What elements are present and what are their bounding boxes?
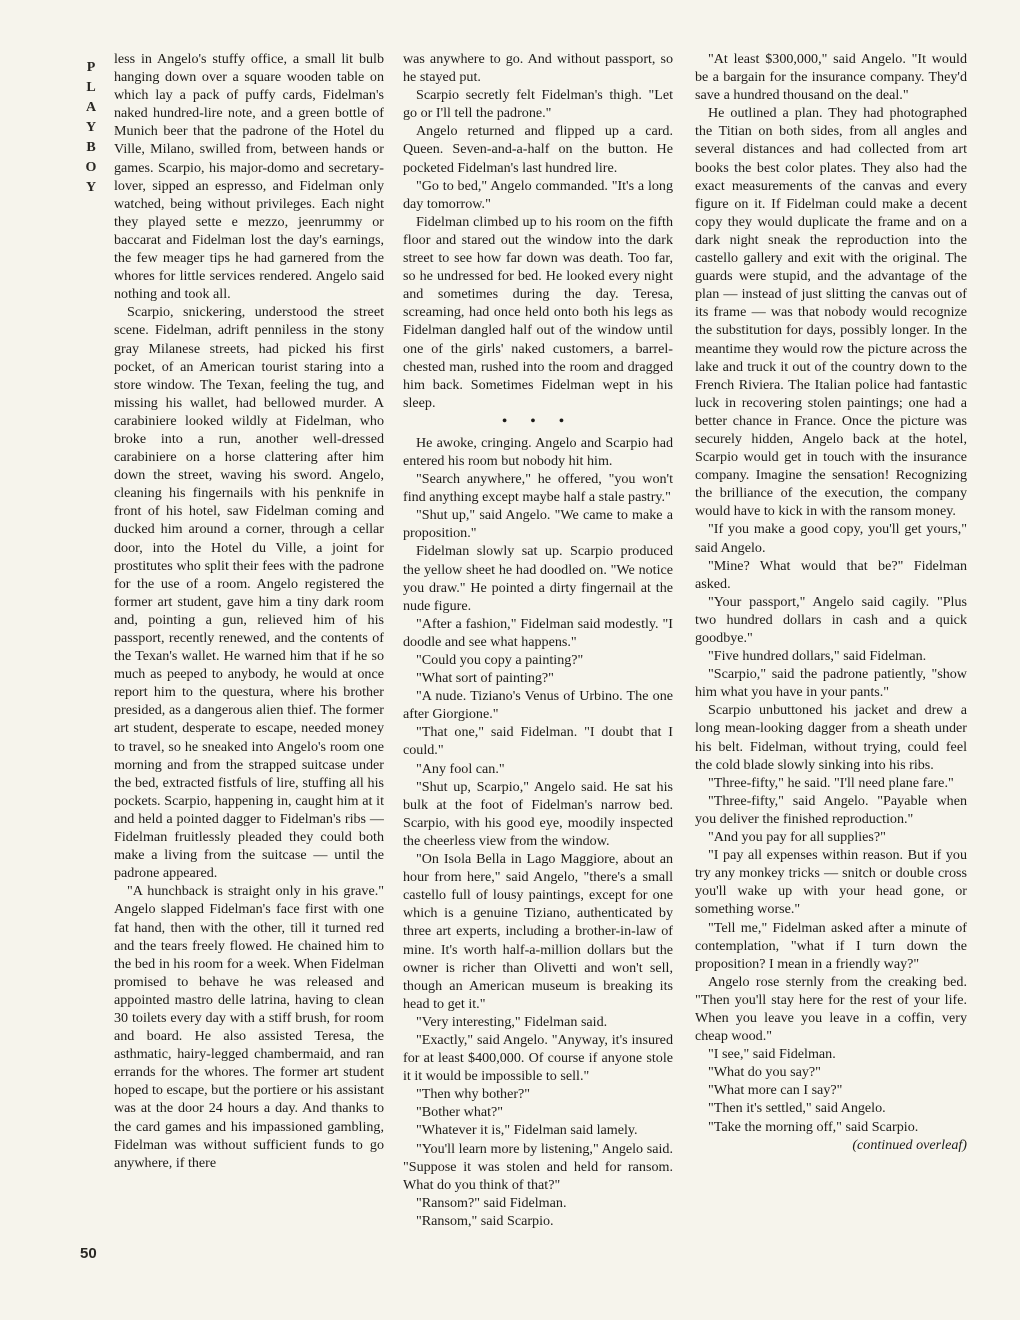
paragraph: "At least $300,000," said Angelo. "It would be a bargain for the insurance company. They'd save a hundred thousand on the deal." [695,51,967,104]
paragraph: "Very interesting," Fidelman said. [416,1013,608,1030]
paragraph: "Mine? What would that be?" Fidelman asked. [695,557,967,592]
paragraph: was anywhere to go. And without passport, so he stayed put. [403,51,673,86]
paragraph: "Tell me," Fidelman asked after a minute of contemplation, "what if I turn down the proposition? I mean in a friendly way?" [695,919,967,972]
paragraph: He awoke, cringing. Angelo and Scarpio had entered his room but nobody hit him. [403,434,673,469]
paragraph: Fidelman climbed up to his room on the fifth floor and stared out the window into the dark street to see how far down was death. Too far, so he undressed for bed. He looked every night and sometimes during the day. Teresa, screaming, had once held onto both his legs as Fidelman dangled half out of the window until one of the girls' naked customers, a barrel-chested man, rushed into the room and dragged him back. Sometimes Fidelman wept in his sleep. [403,213,673,411]
paragraph: "Search anywhere," he offered, "you won't find anything except maybe half a stale pastry." [403,471,673,506]
paragraph: "What do you say?" [708,1064,821,1081]
paragraph: "That one," said Fidelman. "I doubt that I could." [403,724,673,759]
paragraph: Scarpio unbuttoned his jacket and drew a long mean-looking dagger from a sheath under his belt. Fidelman, without trying, could feel the cold blade slowly sinking into his ribs. [695,702,967,773]
paragraph: Angelo returned and flipped up a card. Queen. Seven-and-a-half on the button. He pocketed Fidelman's last hundred lire. [403,123,673,176]
paragraph: "Then it's settled," said Angelo. [708,1100,886,1117]
paragraph: "Go to bed," Angelo commanded. "It's a long day tomorrow." [403,177,673,212]
paragraph: "Ransom," said Scarpio. [416,1212,554,1229]
paragraph: Angelo rose sternly from the creaking bed. "Then you'll stay here for the rest of your life. When you leave you leave in a coffin, very cheap wood." [695,973,967,1045]
paragraph: "If you make a good copy, you'll get yours," said Angelo. [695,521,967,556]
paragraph: Scarpio, snickering, understood the street scene. Fidelman, adrift penniless in the stony gray Milanese streets, had picked his first pocket, of an American tourist staring into a store window. The Texan, feeling the tug, and missing his wallet, had bellowed murder. A carabiniere looked wildly at Fidelman, who broke into a run, another well-dressed carabiniere on a horse clattering after him down the street, waving his sword. Angelo, cleaning his fingernails with his penknife in front of his hotel, saw Fidelman coming and ducked him around a corner, through a cellar door, into the Hotel du Ville, a joint for prostitutes who split their fees with the padrone for the use of a room. Angelo registered the former art student, gave him a tiny dark room and, pointing a gun, relieved him of his passport, recently renewed, and the contents of the Texan's wallet. He warned him that if he so much as peeped to anybody, he would at once report him to the questura, where his brother presided, as a dangerous alien thief. The former art student, desperate to escape, needed money to travel, so he sneaked into Angelo's room one morning and from the strapped suitcase under the bed, extracted fistfuls of lire, stuffing all his pockets. Scarpio, happening in, caught him at it and held a pointed dagger to Fidelman's ribs — Fidelman fruitlessly pleaded they could both make a living from the suitcase — until the padrone appeared. [114,304,384,882]
paragraph: "What sort of painting?" [416,670,554,687]
paragraph: He outlined a plan. They had photographed the Titian on both sides, from all angles and several distances and had collected from art books the best color plates. They also had the exact measurements of the canvas and every figure on it. If Fidelman could make a decent copy they would duplicate the frame and on a dark night sneak the reproduction into the castello gallery and exit with the original. The guards were stupid, and the advantage of the plan — instead of just slitting the canvas out of its frame — was that nobody would recognize the substitution for days, possibly longer. In the meantime they would row the picture across the lake and truck it out of the country down to the French Riviera. The Italian police had fantastic luck in recovering stolen paintings; one had a better chance in France. Once the picture was securely hidden, Angelo back at the hotel, Scarpio would get in touch with the insurance company. Imagine the sensation! Recognizing the brilliance of the execution, the company would have to kick in with the ransom money. [695,105,967,520]
paragraph: "You'll learn more by listening," Angelo said. "Suppose it was stolen and held for ransom. What do you think of that?" [403,1140,673,1193]
paragraph: less in Angelo's stuffy office, a small lit bulb hanging down over a square wooden table on which lay a pack of puffy cards, Fidelman's naked hundred-lire note, and a green bottle of Munich beer that the padrone of the Hotel du Ville, Milano, swilled from, between hands or games. Scarpio, his major-domo and secretary-lover, sipped an espresso, and Fidelman only watched, being without privileges. Each night they played sette e mezzo, jeenrummy or baccarat and Fidelman lost the day's earnings, the few meager tips he had garnered from the whores for little services rendered. Angelo said nothing and took all. [114,51,384,303]
paragraph: "Scarpio," said the padrone patiently, "show him what you have in your pants." [695,666,967,701]
paragraph: "Then why bother?" [416,1086,531,1103]
paragraph: "Could you copy a painting?" [416,652,584,668]
paragraph: "Take the morning off," said Scarpio. [708,1118,919,1135]
paragraph: "A hunchback is straight only in his grave." Angelo slapped Fidelman's face first with one fat hand, then with the other, till it turned red and the tears freely flowed. He chained him to the bed in his room for a week. When Fidelman promised to behave he was released and appointed mastro delle latrina, having to clean 30 toilets every day with a stiff brush, for room and board. He also assisted Teresa, the asthmatic, hairy-legged chambermaid, and ran errands for the whores. The former art student hoped to escape, but the portiere or his assistant was at the door 24 hours a day. And thanks to the card games and his impassioned gambling, Fidelman was without sufficient funds to go anywhere, if there [114,883,384,1171]
paragraph: "Exactly," said Angelo. "Anyway, it's insured for at least $400,000. Of course if anyone stole it it would be impossible to sell." [403,1031,673,1085]
paragraph: Fidelman slowly sat up. Scarpio produced the yellow sheet he had doodled on. "We notice you draw." He pointed a dirty fingernail at the nude figure. [403,543,673,614]
paragraph: "Whatever it is," Fidelman said lamely. [416,1122,638,1139]
paragraph: "Shut up, Scarpio," Angelo said. He sat his bulk at the foot of Fidelman's narrow bed. Scarpio, with his good eye, moodily inspected the cheerless view from the window. [403,778,673,849]
paragraph: "Bother what?" [416,1104,504,1121]
paragraph: "A nude. Tiziano's Venus of Urbino. The one after Giorgione." [403,688,673,723]
page-number: 50 [80,1245,97,1262]
text-column-3 [695,50,967,1280]
magazine-name: PLAYBOY [85,60,97,195]
paragraph: "Five hundred dollars," said Fidelman. [708,648,927,665]
paragraph: "What more can I say?" [708,1082,843,1099]
paragraph: "On Isola Bella in Lago Maggiore, about an hour from here," said Angelo, "there's a small castello full of lousy paintings, except for one which is a genuine Tiziano, authenticated by three art experts, including a brother-in-law of mine. It's worth half-a-million dollars but the owner is richer than Olivetti and won't sell, though an American museum is breaking its head to get it." [403,851,673,1012]
section-separator: • • • [502,412,574,429]
paragraph: "And you pay for all supplies?" [708,829,886,846]
text-column-2 [403,50,673,1280]
paragraph: "Ransom?" said Fidelman. [416,1194,567,1211]
paragraph: Scarpio secretly felt Fidelman's thigh. "Let go or I'll tell the padrone." [403,87,673,122]
paragraph: "Three-fifty," said Angelo. "Payable when you deliver the finished reproduction." [695,792,967,827]
paragraph: "After a fashion," Fidelman said modestly. "I doodle and see what happens." [403,615,673,650]
paragraph: "Three-fifty," he said. "I'll need plane fare." [708,774,954,791]
paragraph: "Your passport," Angelo said cagily. "Plus two hundred dollars in cash and a quick goodbye." [695,593,967,646]
continued-note: (continued overleaf) [852,1136,967,1153]
paragraph: "I see," said Fidelman. [708,1046,836,1063]
paragraph: "Shut up," said Angelo. "We came to make a proposition." [403,507,673,542]
paragraph: "I pay all expenses within reason. But if you try any monkey tricks — snitch or double cross you'll wake up with your head gone, or something worse." [695,847,967,918]
paragraph: "Any fool can." [416,760,505,777]
text-column-1 [114,50,384,1280]
